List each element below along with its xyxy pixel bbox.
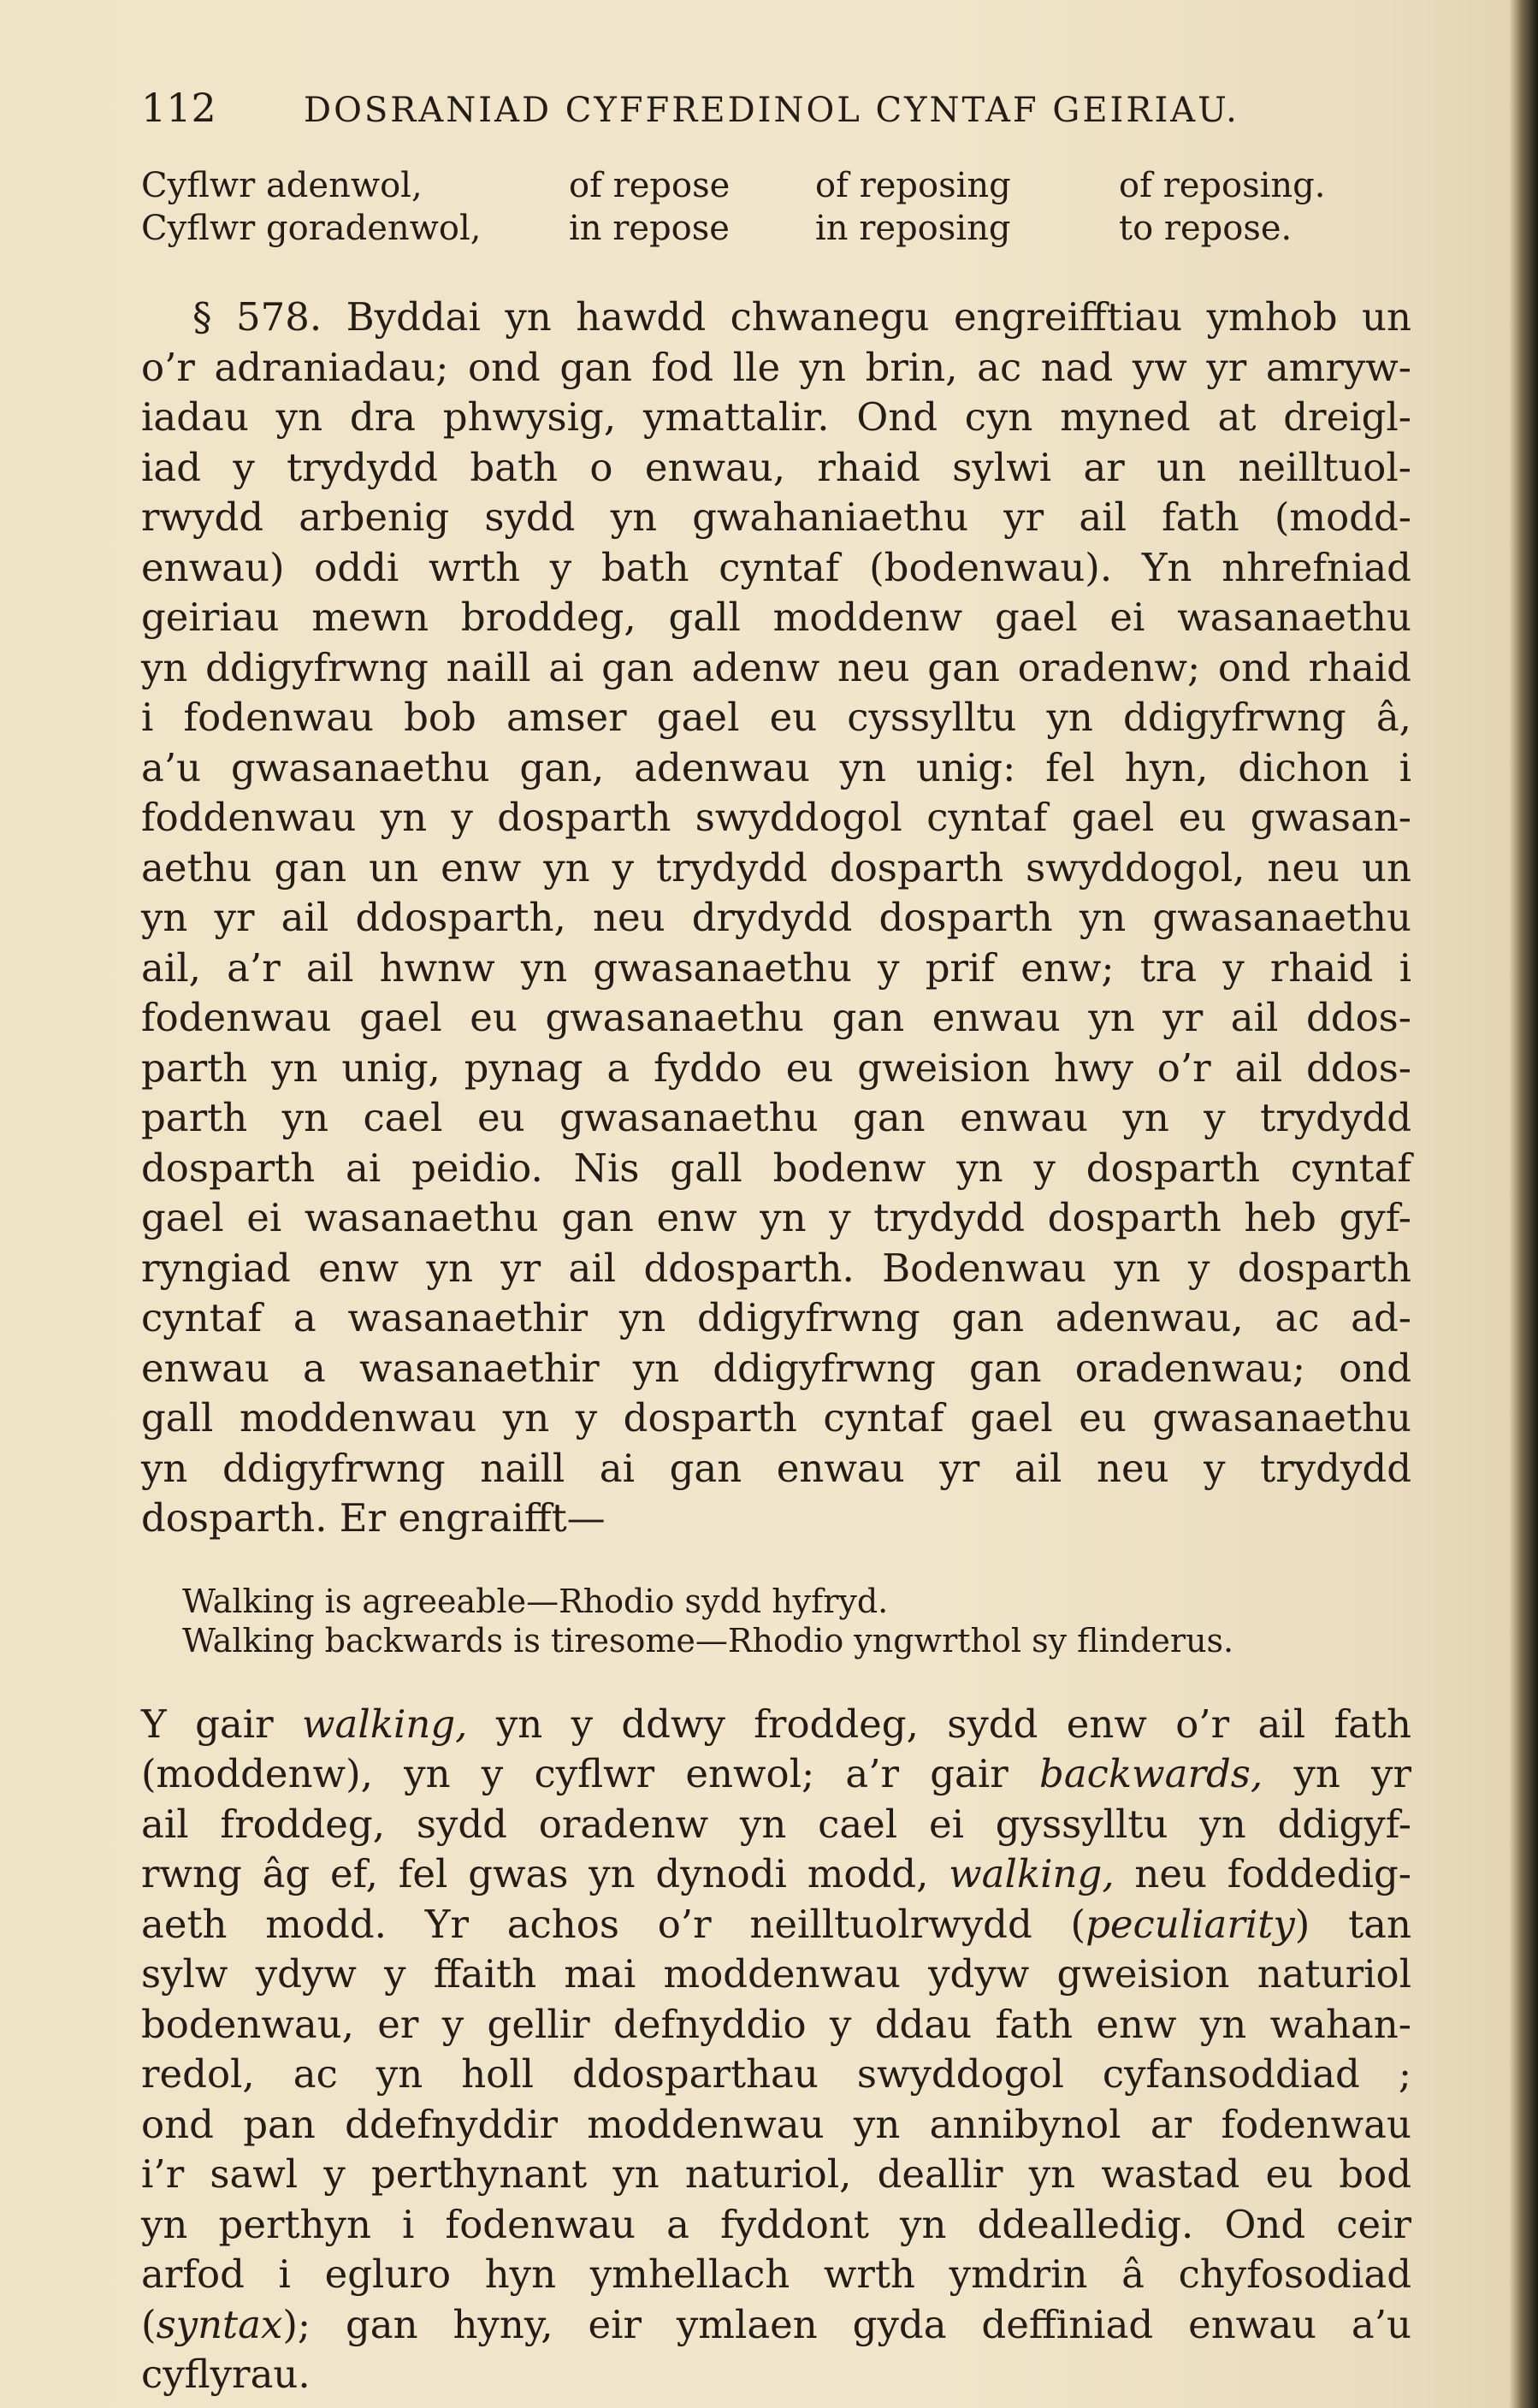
- text-run: neu foddedig-: [1114, 1851, 1412, 1896]
- text-line: sylw ydyw y ffaith mai moddenwau ydyw gweision naturiol: [141, 1951, 1411, 1997]
- text-run: ); gan hyny, eir ymlaen gyda deffiniad enwau a’u: [282, 2301, 1411, 2347]
- text-line: foddenwau yn y dosparth swyddogol cyntaf gael eu gwasan-: [141, 795, 1411, 840]
- translation-table: [141, 164, 1411, 250]
- italic-term: syntax: [156, 2301, 283, 2347]
- translation-cell: in repose: [569, 209, 730, 248]
- text-line: [141, 1749, 1411, 1800]
- text-line: ail froddeg, sydd oradenw yn cael ei gyssylltu yn ddigyf-: [141, 1801, 1411, 1847]
- page-edge-shadow: [1509, 0, 1538, 2408]
- page-content: [141, 77, 1411, 2400]
- text-line: yn perthyn i fodenwau a fyddont yn ddealledig. Ond ceir: [141, 2201, 1411, 2247]
- page-number: 112: [141, 85, 216, 131]
- text-line: [141, 1849, 1411, 1900]
- text-line: gael ei wasanaethu gan enw yn y trydydd dosparth heb gyf-: [141, 1195, 1411, 1240]
- text-line: [141, 1700, 1411, 1750]
- text-line: parth yn cael eu gwasanaethu gan enwau yn y trydydd: [141, 1095, 1411, 1140]
- text-line: yn yr ail ddosparth, neu drydydd dosparth yn gwasanaethu: [141, 895, 1411, 940]
- text-line: arfod i egluro hyn ymhellach wrth ymdrin â chyfosodiad: [141, 2251, 1411, 2297]
- text-run: yn y ddwy froddeg, sydd enw o’r ail fath: [467, 1701, 1411, 1747]
- italic-term: walking,: [301, 1701, 468, 1747]
- text-line: geiriau mewn broddeg, gall moddenw gael ei wasanaethu: [141, 595, 1411, 640]
- translation-cell: of repose: [569, 166, 731, 205]
- text-line: [141, 1900, 1411, 1950]
- paragraph-explanation: [141, 1700, 1411, 2400]
- text-line: fodenwau gael eu gwasanaethu gan enwau yn yr ail ddos-: [141, 995, 1411, 1040]
- translation-cell: to repose.: [1119, 209, 1293, 248]
- text-line: enwau a wasanaethir yn ddigyfrwng gan oradenwau; ond: [141, 1345, 1411, 1391]
- text-line: i’r sawl y perthynant yn naturiol, deallir yn wastad eu bod: [141, 2151, 1411, 2197]
- text-line: iad y trydydd bath o enwau, rhaid sylwi ar un neilltuol-: [141, 444, 1411, 490]
- translation-cell: in reposing: [815, 209, 1011, 248]
- paragraph-578: [141, 293, 1411, 1544]
- case-label: Cyflwr goradenwol,: [141, 209, 482, 248]
- text-line: cyflyrau.: [141, 2352, 311, 2397]
- text-run: (: [141, 2301, 157, 2347]
- text-line: o’r adraniadau; ond gan fod lle yn brin, ac nad yw yr amryw-: [141, 344, 1411, 390]
- text-line: rwydd arbenig sydd yn gwahaniaethu yr ail fath (modd-: [141, 494, 1411, 540]
- text-line: aethu gan un enw yn y trydydd dosparth swyddogol, neu un: [141, 844, 1411, 890]
- example-line: Walking backwards is tiresome—Rhodio yngwrthol sy flinderus.: [182, 1621, 1234, 1660]
- text-line: § 578. Byddai yn hawdd chwanegu engreifftiau ymhob un: [192, 294, 1411, 340]
- text-line: ryngiad enw yn yr ail ddosparth. Bodenwau yn y dosparth: [141, 1245, 1411, 1291]
- text-run: ) tan: [1294, 1901, 1411, 1947]
- text-run: aeth modd. Yr achos o’r neilltuolrwydd (: [141, 1901, 1086, 1947]
- text-line: enwau) oddi wrth y bath cyntaf (bodenwau). Yn nhrefniad: [141, 544, 1411, 590]
- text-line: a’u gwasanaethu gan, adenwau yn unig: fel hyn, dichon i: [141, 744, 1411, 790]
- text-line: redol, ac yn holl ddosparthau swyddogol cyfansoddiad ;: [141, 2051, 1411, 2097]
- case-label: Cyflwr adenwol,: [141, 166, 423, 205]
- text-line: ail, a’r ail hwnw yn gwasanaethu y prif enw; tra y rhaid i: [141, 944, 1411, 991]
- text-line: ond pan ddefnyddir moddenwau yn annibynol ar fodenwau: [141, 2101, 1411, 2147]
- italic-term: walking,: [949, 1851, 1115, 1896]
- translation-row: [141, 207, 1411, 250]
- text-line: yn ddigyfrwng naill ai gan enwau yr ail neu y trydydd: [141, 1445, 1411, 1491]
- running-header: [141, 77, 1411, 139]
- running-title: DOSRANIAD CYFFREDINOL CYNTAF GEIRIAU.: [304, 91, 1239, 130]
- text-line: gall moddenwau yn y dosparth cyntaf gael eu gwasanaethu: [141, 1395, 1411, 1441]
- italic-term: backwards,: [1039, 1751, 1263, 1796]
- text-line: bodenwau, er y gellir defnyddio y ddau fath enw yn wahan-: [141, 2001, 1411, 2047]
- translation-cell: of reposing.: [1119, 166, 1326, 205]
- text-run: Y gair: [141, 1701, 302, 1747]
- text-line: dosparth ai peidio. Nis gall bodenw yn y dosparth cyntaf: [141, 1145, 1411, 1191]
- text-run: rwng âg ef, fel gwas yn dynodi modd,: [141, 1851, 949, 1896]
- text-line: parth yn unig, pynag a fyddo eu gweision hwy o’r ail ddos-: [141, 1044, 1411, 1091]
- example-sentences: [141, 1582, 1411, 1660]
- text-line: iadau yn dra phwysig, ymattalir. Ond cyn myned at dreigl-: [141, 394, 1411, 440]
- text-line: yn ddigyfrwng naill ai gan adenw neu gan oradenw; ond rhaid: [141, 644, 1411, 690]
- translation-row: [141, 164, 1411, 207]
- translation-cell: of reposing: [815, 166, 1011, 205]
- text-line: [141, 2300, 1411, 2351]
- text-line: cyntaf a wasanaethir yn ddigyfrwng gan adenwau, ac ad-: [141, 1295, 1411, 1340]
- italic-term: peculiarity: [1085, 1901, 1295, 1947]
- text-run: yn yr: [1263, 1751, 1411, 1796]
- text-line: i fodenwau bob amser gael eu cyssylltu yn ddigyfrwng â,: [141, 695, 1411, 740]
- text-run: (moddenw), yn y cyflwr enwol; a’r gair: [141, 1751, 1040, 1796]
- text-line: dosparth. Er engraifft—: [141, 1495, 606, 1541]
- example-line: Walking is agreeable—Rhodio sydd hyfryd.: [182, 1582, 889, 1620]
